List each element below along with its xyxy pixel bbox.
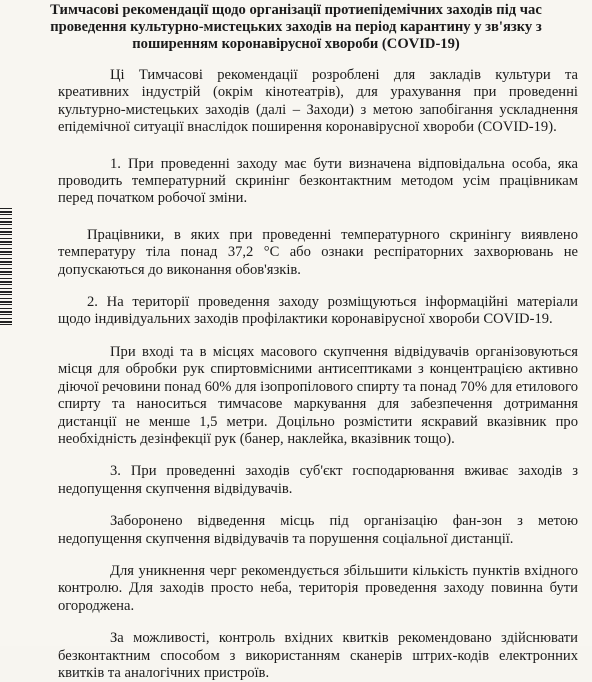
paragraph-antiseptic: При вході та в місцях масового скупчення відвідувачів організовуються місця для обробки рук спиртовмісними антисептиками з концентрацією активно діючої речовини понад 60% для ізопропілового спирту та понад 70% для етилового спирту та наноситься тимчасове маркування для забезпечення дотримання дистанції не менше 1,5 метри. Доцільно розмістити яскравий вказівник про необхідність дезінфекції рук (банер, наклейка, вказівник тощо). [58, 343, 578, 447]
paragraph-intro: Ці Тимчасові рекомендації розроблені для закладів культури та креативних індустрій (окрім кінотеатрів), для урахування при проведенні культурно-мистецьких заходів (далі – Заходи) з метою запобігання ускладнення епідемічної ситуації внаслідок поширення коронавірусної хвороби (COVID-19). [58, 67, 578, 136]
paragraph-fan-zones: Заборонено відведення місць під організацію фан-зон з метою недопущення скупчення відвідувачів та порушення соціальної дистанції. [58, 513, 578, 547]
document-body [58, 67, 578, 682]
paragraph-queues: Для уникнення черг рекомендується збільшити кількість пунктів вхідного контролю. Для заходів просто неба, територія проведення заходу повинна бути огороджена. [58, 562, 578, 614]
paragraph-item-2: 2. На території проведення заходу розміщуються інформаційні матеріали щодо індивідуальних заходів профілактики коронавірусної хвороби COVID-19. [58, 294, 578, 328]
barcode [0, 208, 12, 326]
paragraph-workers: Працівники, в яких при проведенні температурного скринінгу виявлено температуру тіла понад 37,2 °С або ознаки респіраторних захворювань не допускаються до виконання обов'язків. [58, 226, 578, 278]
paragraph-tickets: За можливості, контроль вхідних квитків рекомендовано здійснювати безконтактним способом з використанням сканерів штрих-кодів електронних квитків та аналогічних пристроїв. [58, 630, 578, 681]
paragraph-item-3: 3. При проведенні заходів суб'єкт господарювання вживає заходів з недопущення скупчення відвідувачів. [58, 463, 578, 497]
document-title: Тимчасові рекомендації щодо організації протиепідемічних заходів під час проведення культурно-мистецьких заходів на період карантину у зв'язку з поширенням коронавірусної хвороби (COVID-19) [50, 2, 542, 52]
paragraph-item-1: 1. При проведенні заходу має бути визначена відповідальна особа, яка проводить температурний скринінг безконтактним методом усім працівникам перед початком робочої зміни. [58, 155, 578, 207]
